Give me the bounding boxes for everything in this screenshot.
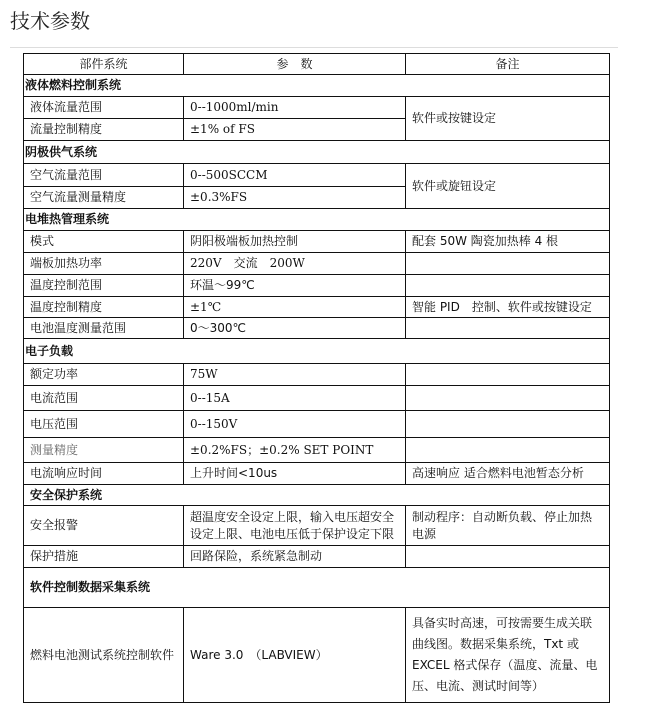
row-value: 0--1000ml/min	[184, 97, 406, 119]
table-row	[24, 463, 610, 485]
row-value: 0--500SCCM	[184, 164, 406, 187]
row-value: ±1% of FS	[184, 119, 406, 141]
row-remark: 软件或旋钮设定	[406, 164, 610, 209]
row-remark	[406, 438, 610, 463]
row-remark	[406, 386, 610, 411]
row-value: 75W	[184, 364, 406, 386]
row-value: 0～300℃	[184, 318, 406, 339]
title-divider	[10, 47, 618, 48]
table-row	[24, 438, 610, 463]
row-label: 额定功率	[24, 364, 184, 386]
spec-table	[23, 53, 610, 703]
row-remark	[406, 546, 610, 568]
table-row	[24, 506, 610, 546]
table-row	[24, 231, 610, 253]
section-row-software	[24, 568, 610, 608]
section-title-load: 电子负载	[24, 339, 610, 364]
row-label: 流量控制精度	[24, 119, 184, 141]
table-row	[24, 546, 610, 568]
table-row	[24, 253, 610, 275]
table-row	[24, 411, 610, 438]
row-value: 0--15A	[184, 386, 406, 411]
row-label: 电流范围	[24, 386, 184, 411]
row-label: 温度控制精度	[24, 297, 184, 318]
table-row	[24, 97, 610, 119]
row-label: 电池温度测量范围	[24, 318, 184, 339]
row-label: 安全报警	[24, 506, 184, 546]
section-title-thermal: 电堆热管理系统	[24, 209, 610, 231]
row-label: 温度控制范围	[24, 275, 184, 297]
table-row	[24, 608, 610, 703]
row-value: ±0.3%FS	[184, 187, 406, 209]
table-row	[24, 364, 610, 386]
page-title: 技术参数	[10, 9, 90, 33]
row-remark: 具备实时高速，可按需要生成关联曲线图。数据采集系统，Txt 或 EXCEL 格式保存（温度、流量、电压、电流、测试时间等）	[406, 608, 610, 703]
row-value: 220V 交流 200W	[184, 253, 406, 275]
row-value: Ware 3.0 （LABVIEW）	[184, 608, 406, 703]
table-row	[24, 318, 610, 339]
section-row-safety	[24, 485, 610, 506]
row-remark: 高速响应 适合燃料电池暂态分析	[406, 463, 610, 485]
table-row	[24, 164, 610, 187]
row-label: 空气流量范围	[24, 164, 184, 187]
section-row-cathode	[24, 141, 610, 164]
row-value: 超温度安全设定上限，输入电压超安全设定上限、电池电压低于保护设定下限	[184, 506, 406, 546]
row-label: 模式	[24, 231, 184, 253]
row-remark: 智能 PID 控制、软件或按键设定	[406, 297, 610, 318]
section-title-cathode: 阴极供气系统	[24, 141, 610, 164]
header-remark: 备注	[406, 54, 610, 75]
header-param: 参 数	[184, 54, 406, 75]
row-remark: 配套 50W 陶瓷加热棒 4 根	[406, 231, 610, 253]
row-label: 燃料电池测试系统控制软件	[24, 608, 184, 703]
row-remark	[406, 364, 610, 386]
row-value: ±1℃	[184, 297, 406, 318]
row-label: 液体流量范围	[24, 97, 184, 119]
row-label: 保护措施	[24, 546, 184, 568]
row-remark: 软件或按键设定	[406, 97, 610, 141]
row-value: 0--150V	[184, 411, 406, 438]
row-remark	[406, 411, 610, 438]
row-value: 上升时间<10us	[184, 463, 406, 485]
row-label: 电流响应时间	[24, 463, 184, 485]
section-title-liquid: 液体燃料控制系统	[24, 75, 610, 97]
section-title-safety: 安全保护系统	[24, 485, 610, 506]
row-remark: 制动程序：自动断负载、停止加热电源	[406, 506, 610, 546]
row-label: 端板加热功率	[24, 253, 184, 275]
row-remark	[406, 318, 610, 339]
section-row-thermal	[24, 209, 610, 231]
row-remark	[406, 275, 610, 297]
row-value: ±0.2%FS；±0.2% SET POINT	[184, 438, 406, 463]
section-row-liquid	[24, 75, 610, 97]
section-title-software: 软件控制数据采集系统	[24, 568, 610, 608]
table-row	[24, 297, 610, 318]
row-value: 环温～99℃	[184, 275, 406, 297]
section-row-load	[24, 339, 610, 364]
row-value: 回路保险，系统紧急制动	[184, 546, 406, 568]
row-remark	[406, 253, 610, 275]
table-header-row	[24, 54, 610, 75]
table-row	[24, 386, 610, 411]
row-value: 阴阳极端板加热控制	[184, 231, 406, 253]
row-label: 测量精度	[24, 438, 184, 463]
table-row	[24, 275, 610, 297]
header-component: 部件系统	[24, 54, 184, 75]
row-label: 电压范围	[24, 411, 184, 438]
row-label: 空气流量测量精度	[24, 187, 184, 209]
